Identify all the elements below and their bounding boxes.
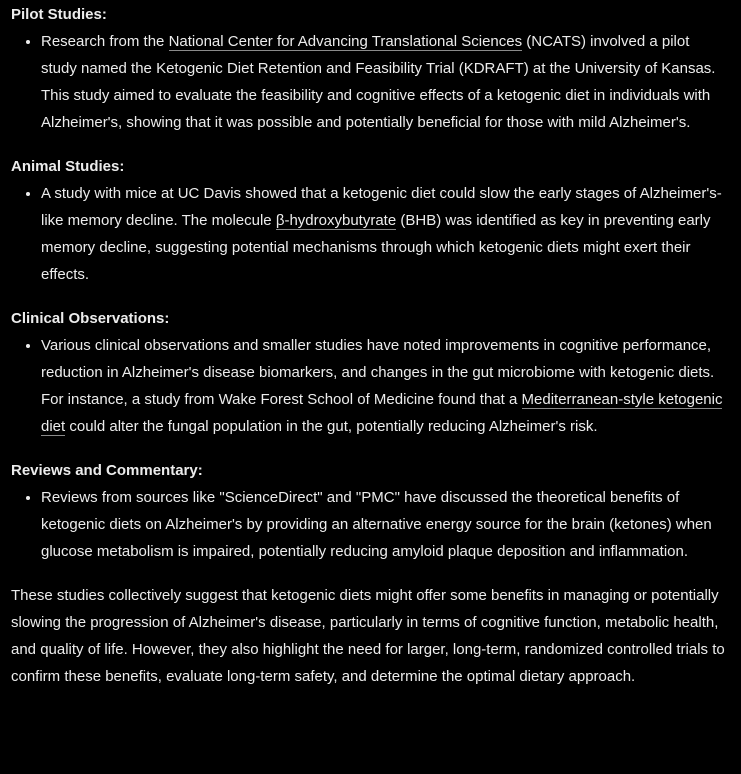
bullet-text: could alter the fungal population in the gut, potentially reducing Alzheimer's risk. <box>65 418 598 435</box>
conclusion-paragraph: These studies collectively suggest that ketogenic diets might offer some benefits in managing or potentially slowing the progression of Alzheimer's disease, particularly in terms of cognitive function, metabolic health, and quality of life. However, they also highlight the need for larger, long-term, randomized controlled trials to confirm these benefits, evaluate long-term safety, and determine the optimal dietary approach. <box>11 587 725 685</box>
mediterranean-diet-link[interactable]: Mediterranean-style ketogenic diet <box>41 391 723 435</box>
bullet-text: A study with mice at UC Davis showed that a ketogenic diet could slow the early stages of Alzheimer's-like memory decline. The molecule <box>41 185 722 229</box>
chat-message-content <box>0 1 741 690</box>
section-heading: Animal Studies: <box>11 158 125 175</box>
list-item <box>41 28 727 136</box>
bullet-list <box>11 484 727 565</box>
bullet-text: Various clinical observations and smaller studies have noted improvements in cognitive performance, reduction in Alzheimer's disease biomarkers, and changes in the gut microbiome with ketogenic diets. For instance, a study from Wake Forest School of Medicine found that a <box>41 337 715 408</box>
bullet-text: Reviews from sources like "ScienceDirect" and "PMC" have discussed the theoretical benefits of ketogenic diets on Alzheimer's by providing an alternative energy source for the brain (ketones) when glucose metabolism is impaired, potentially reducing amyloid plaque deposition and inflammation. <box>41 489 712 560</box>
list-item <box>41 180 727 288</box>
bullet-list <box>11 180 727 288</box>
section-heading: Reviews and Commentary: <box>11 462 203 479</box>
bullet-list <box>11 28 727 136</box>
ncats-link[interactable]: National Center for Advancing Translational Sciences <box>168 33 523 50</box>
bullet-list <box>11 332 727 440</box>
bhb-link[interactable]: β-hydroxybutyrate <box>275 212 397 229</box>
bullet-text: Research from the <box>41 33 169 50</box>
list-item <box>41 484 727 565</box>
section-animal-studies <box>11 153 727 288</box>
section-clinical-observations <box>11 305 727 440</box>
list-item <box>41 332 727 440</box>
bullet-text: (NCATS) involved a pilot study named the Ketogenic Diet Retention and Feasibility Trial (KDRAFT) at the University of Kansas. This study aimed to evaluate the feasibility and cognitive effects of a ketogenic diet in individuals with Alzheimer's, showing that it was possible and potentially beneficial for those with mild Alzheimer's. <box>41 33 716 131</box>
section-pilot-studies <box>11 1 727 136</box>
section-heading: Pilot Studies: <box>11 6 107 23</box>
section-reviews-commentary <box>11 457 727 565</box>
section-heading: Clinical Observations: <box>11 310 170 327</box>
bullet-text: (BHB) was identified as key in preventing early memory decline, suggesting potential mechanisms through which ketogenic diets might exert their effects. <box>41 212 711 283</box>
